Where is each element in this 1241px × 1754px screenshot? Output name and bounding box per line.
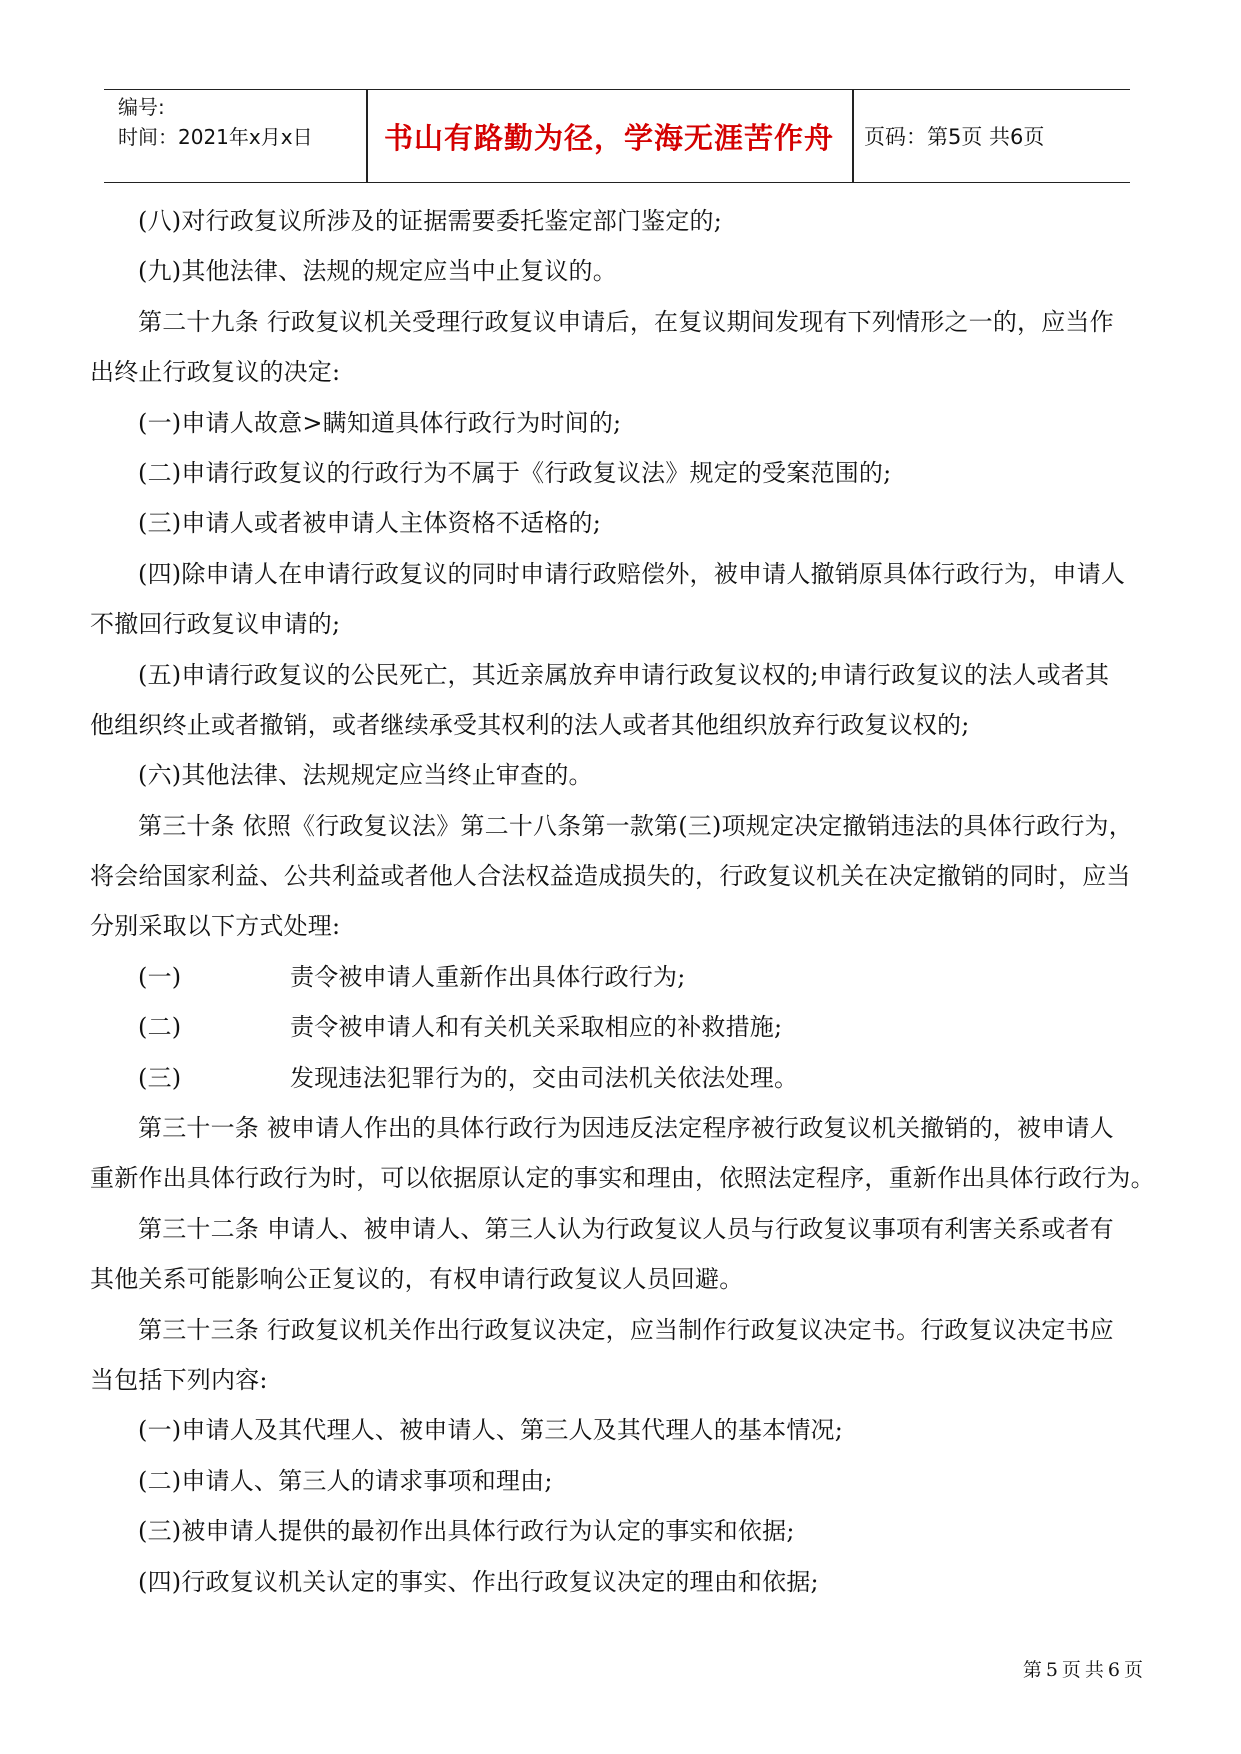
item-number: (三) <box>138 1063 182 1092</box>
text-line: 重新作出具体行政行为时，可以依据原认定的事实和理由，依照法定程序，重新作出具体行政行为。 <box>90 1164 1155 1193</box>
header-page-label: 页码：第5页 共6页 <box>864 125 1045 149</box>
item-number: (一) <box>138 962 182 991</box>
text-line: (二)申请人、第三人的请求事项和理由; <box>138 1466 553 1495</box>
article-32-first-line: 第三十二条 申请人、被申请人、第三人认为行政复议人员与行政复议事项有利害关系或者有 <box>138 1214 1114 1243</box>
document-body <box>90 196 1156 1607</box>
text-line: 其他关系可能影响公正复议的，有权申请行政复议人员回避。 <box>90 1265 744 1294</box>
text-line: 他组织终止或者撤销，或者继续承受其权利的法人或者其他组织放弃行政复议权的; <box>90 710 970 739</box>
time-label: 时间：2021年x月x日 <box>118 125 313 149</box>
text-line: (三)申请人或者被申请人主体资格不适格的; <box>138 509 602 538</box>
item-text: 责令被申请人重新作出具体行政行为; <box>290 962 686 991</box>
text-line: (二)申请行政复议的行政行为不属于《行政复议法》规定的受案范围的; <box>138 458 892 487</box>
page-header <box>104 89 1130 183</box>
serial-label: 编号: <box>118 95 165 119</box>
text-line: 出终止行政复议的决定: <box>90 358 341 387</box>
item-number: (二) <box>138 1013 182 1042</box>
header-meta <box>118 92 358 152</box>
article-29-first-line: 第二十九条 行政复议机关受理行政复议申请后，在复议期间发现有下列情形之一的，应当作 <box>138 307 1114 336</box>
text-line: (六)其他法律、法规规定应当终止审查的。 <box>138 761 593 790</box>
text-line: (八)对行政复议所涉及的证据需要委托鉴定部门鉴定的; <box>138 207 723 235</box>
header-divider-right <box>852 90 854 182</box>
text-line: 不撤回行政复议申请的; <box>90 610 341 639</box>
article-33-first-line: 第三十三条 行政复议机关作出行政复议决定，应当制作行政复议决定书。行政复议决定书应 <box>138 1315 1114 1344</box>
text-line: 分别采取以下方式处理: <box>90 912 341 941</box>
text-line: (三)被申请人提供的最初作出具体行政行为认定的事实和依据; <box>138 1517 795 1546</box>
text-line: (九)其他法律、法规的规定应当中止复议的。 <box>138 257 617 286</box>
item-text: 发现违法犯罪行为的，交由司法机关依法处理。 <box>290 1063 799 1092</box>
page-footer: 第5页共6页 <box>1022 1659 1147 1681</box>
text-line: 将会给国家利益、公共利益或者他人合法权益造成损失的，行政复议机关在决定撤销的同时，应当 <box>90 862 1131 891</box>
text-line: (一)申请人故意>瞒知道具体行政行为时间的; <box>138 408 622 437</box>
article-31-first-line: 第三十一条 被申请人作出的具体行政行为因违反法定程序被行政复议机关撤销的，被申请人 <box>138 1114 1114 1143</box>
text-line: (一)申请人及其代理人、被申请人、第三人及其代理人的基本情况; <box>138 1416 844 1445</box>
text-line: (五)申请行政复议的公民死亡，其近亲属放弃申请行政复议权的;申请行政复议的法人或者其 <box>138 660 1110 689</box>
item-text: 责令被申请人和有关机关采取相应的补救措施; <box>290 1013 783 1042</box>
text-line: 当包括下列内容: <box>90 1365 268 1394</box>
enumerated-item <box>90 952 1156 1002</box>
text-line: (四)除申请人在申请行政复议的同时申请行政赔偿外，被申请人撤销原具体行政行为，申请人 <box>138 559 1126 588</box>
text-line: (四)行政复议机关认定的事实、作出行政复议决定的理由和依据; <box>138 1567 819 1596</box>
enumerated-item <box>90 1002 1156 1052</box>
article-30-first-line: 第三十条 依照《行政复议法》第二十八条第一款第(三)项规定决定撤销违法的具体行政行为， <box>138 811 1133 840</box>
header-motto: 书山有路勤为径，学海无涯苦作舟 <box>383 120 834 155</box>
enumerated-item <box>90 1053 1156 1103</box>
